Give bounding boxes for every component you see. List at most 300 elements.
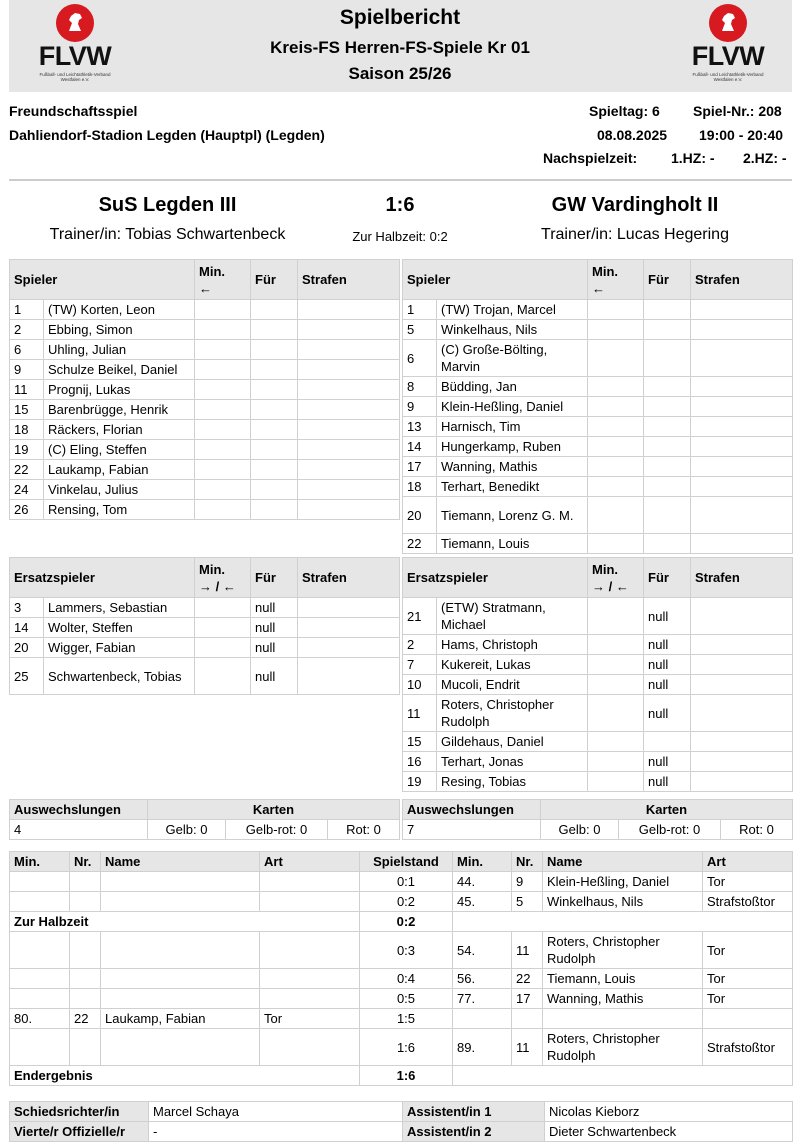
col-penalties: Strafen <box>691 558 793 598</box>
table-cell: 11 <box>512 1029 543 1066</box>
table-cell <box>10 989 70 1009</box>
table-cell: Uhling, Julian <box>44 340 195 360</box>
table-row <box>10 932 793 969</box>
table-cell: 1:6 <box>360 1029 453 1066</box>
col-nr: Nr. <box>512 852 543 872</box>
table-cell: 0:5 <box>360 989 453 1009</box>
table-cell: 0:2 <box>360 912 453 932</box>
table-cell <box>644 497 691 534</box>
table-cell: 11 <box>10 380 44 400</box>
table-cell <box>195 500 251 520</box>
table-cell <box>70 1029 101 1066</box>
col-min: Min. <box>453 852 512 872</box>
table-cell: Tiemann, Lorenz G. M. <box>437 497 588 534</box>
table-cell: 2 <box>10 320 44 340</box>
table-cell: 0:4 <box>360 969 453 989</box>
table-cell <box>101 1029 260 1066</box>
halftime-score: Zur Halbzeit: 0:2 <box>352 229 448 244</box>
table-cell: Rensing, Tom <box>44 500 195 520</box>
table-cell <box>298 340 400 360</box>
table-cell: 7 <box>403 820 541 840</box>
table-cell <box>512 1009 543 1029</box>
table-cell <box>101 989 260 1009</box>
table-cell: 14 <box>403 437 437 457</box>
table-cell <box>251 440 298 460</box>
table-cell: Roters, Christopher Rudolph <box>543 1029 703 1066</box>
table-cell <box>298 360 400 380</box>
table-cell: Kukereit, Lukas <box>437 655 588 675</box>
table-cell: Tor <box>703 872 793 892</box>
table-cell: 3 <box>10 598 44 618</box>
table-cell: Endergebnis <box>10 1066 360 1086</box>
table-cell: 9 <box>10 360 44 380</box>
table-cell <box>691 732 793 752</box>
match-number: Spiel-Nr.: 208 <box>693 103 782 119</box>
table-row <box>403 457 793 477</box>
referee-label: Schiedsrichter/in <box>10 1102 149 1122</box>
table-cell <box>251 400 298 420</box>
table-cell: Hams, Christoph <box>437 635 588 655</box>
table-cell <box>691 752 793 772</box>
col-min: Min. → / ← <box>588 558 644 598</box>
col-cards: Karten <box>541 800 793 820</box>
table-cell <box>298 638 400 658</box>
table-cell <box>588 598 644 635</box>
table-cell <box>195 320 251 340</box>
table-row <box>403 437 793 457</box>
table-cell: Roters, Christopher Rudolph <box>437 695 588 732</box>
table-cell <box>691 300 793 320</box>
table-cell <box>453 1009 512 1029</box>
table-cell: Terhart, Jonas <box>437 752 588 772</box>
table-cell: Resing, Tobias <box>437 772 588 792</box>
col-sub-player: Ersatzspieler <box>403 558 588 598</box>
table-cell <box>251 360 298 380</box>
table-cell: Tor <box>703 969 793 989</box>
table-cell: 45. <box>453 892 512 912</box>
table-cell <box>251 480 298 500</box>
table-cell <box>644 477 691 497</box>
table-cell <box>10 969 70 989</box>
table-cell <box>10 872 70 892</box>
table-cell <box>691 477 793 497</box>
table-cell <box>588 732 644 752</box>
table-cell <box>10 1029 70 1066</box>
table-row <box>10 500 400 520</box>
table-cell: 9 <box>512 872 543 892</box>
table-row <box>403 534 793 554</box>
table-cell <box>691 377 793 397</box>
table-cell <box>260 1029 360 1066</box>
table-cell <box>70 932 101 969</box>
table-cell <box>260 872 360 892</box>
table-cell <box>588 772 644 792</box>
table-row <box>403 598 793 635</box>
table-cell: Schwartenbeck, Tobias <box>44 658 195 695</box>
table-cell <box>644 732 691 752</box>
table-cell <box>644 534 691 554</box>
table-row <box>403 320 793 340</box>
table-cell <box>644 320 691 340</box>
table-cell <box>101 932 260 969</box>
table-row <box>10 618 400 638</box>
table-cell: 1 <box>10 300 44 320</box>
table-cell <box>298 480 400 500</box>
table-cell <box>691 320 793 340</box>
table-cell: null <box>251 638 298 658</box>
table-cell <box>101 872 260 892</box>
officials-table <box>9 1101 793 1142</box>
match-date: 08.08.2025 <box>597 127 668 143</box>
table-cell <box>588 675 644 695</box>
table-cell <box>70 969 101 989</box>
table-cell <box>453 1066 793 1086</box>
table-cell <box>195 400 251 420</box>
table-cell: Wanning, Mathis <box>437 457 588 477</box>
first-half-extra: 1.HZ: - <box>671 150 715 166</box>
table-cell <box>298 598 400 618</box>
table-cell <box>251 420 298 440</box>
table-cell <box>691 598 793 635</box>
table-cell <box>588 655 644 675</box>
table-cell: Laukamp, Fabian <box>44 460 195 480</box>
table-row <box>10 872 793 892</box>
col-penalties: Strafen <box>691 260 793 300</box>
table-cell <box>588 635 644 655</box>
logo-wordmark: FLVW <box>691 41 765 71</box>
col-min: Min. ← <box>195 260 251 300</box>
away-team-name: GW Vardingholt II <box>551 194 719 216</box>
table-cell <box>644 397 691 417</box>
table-row <box>10 1009 793 1029</box>
table-cell: 0:3 <box>360 932 453 969</box>
table-cell: 20 <box>403 497 437 534</box>
table-cell: 17 <box>512 989 543 1009</box>
table-cell: 17 <box>403 457 437 477</box>
table-cell: (C) Eling, Steffen <box>44 440 195 460</box>
table-cell: 21 <box>403 598 437 635</box>
table-row <box>10 598 400 618</box>
final-result-row <box>10 1066 793 1086</box>
table-cell <box>195 460 251 480</box>
table-cell: 2 <box>403 635 437 655</box>
col-substitutions: Auswechslungen <box>403 800 541 820</box>
table-cell <box>588 340 644 377</box>
col-penalties: Strafen <box>298 558 400 598</box>
table-cell: Klein-Heßling, Daniel <box>543 872 703 892</box>
table-cell: 5 <box>403 320 437 340</box>
table-cell: 22 <box>70 1009 101 1029</box>
col-player: Spieler <box>403 260 588 300</box>
col-cards: Karten <box>148 800 400 820</box>
table-cell <box>101 969 260 989</box>
table-cell: 13 <box>403 417 437 437</box>
table-cell: Wigger, Fabian <box>44 638 195 658</box>
away-lineup-table <box>402 259 793 554</box>
table-cell <box>298 420 400 440</box>
away-summary-table <box>402 799 793 840</box>
table-cell: 20 <box>10 638 44 658</box>
col-for: Für <box>644 260 691 300</box>
table-row <box>403 477 793 497</box>
table-cell <box>195 598 251 618</box>
table-cell: 18 <box>403 477 437 497</box>
table-cell <box>195 480 251 500</box>
col-sub-player: Ersatzspieler <box>10 558 195 598</box>
halftime-row <box>10 912 793 932</box>
table-cell: 5 <box>512 892 543 912</box>
home-subs-table <box>9 557 400 695</box>
table-cell: 7 <box>403 655 437 675</box>
table-cell: Gelb-rot: 0 <box>619 820 721 840</box>
table-row <box>10 892 793 912</box>
table-cell: 77. <box>453 989 512 1009</box>
table-row <box>10 638 400 658</box>
table-cell <box>644 457 691 477</box>
table-cell: (TW) Trojan, Marcel <box>437 300 588 320</box>
table-row <box>403 772 793 792</box>
table-cell: Mucoli, Endrit <box>437 675 588 695</box>
table-cell <box>260 969 360 989</box>
table-cell <box>298 618 400 638</box>
table-cell: 9 <box>403 397 437 417</box>
table-cell: Tor <box>703 932 793 969</box>
table-row <box>10 300 400 320</box>
table-cell: 6 <box>403 340 437 377</box>
table-cell: Schulze Beikel, Daniel <box>44 360 195 380</box>
home-summary-table <box>9 799 400 840</box>
table-cell <box>644 340 691 377</box>
table-cell: Ebbing, Simon <box>44 320 195 340</box>
table-cell <box>691 397 793 417</box>
table-cell <box>298 460 400 480</box>
table-row <box>10 658 400 695</box>
table-cell: 14 <box>10 618 44 638</box>
table-cell <box>588 534 644 554</box>
table-cell: null <box>644 635 691 655</box>
table-cell <box>260 892 360 912</box>
table-cell: null <box>251 598 298 618</box>
fourth-official-name: - <box>149 1122 403 1142</box>
table-cell: 25 <box>10 658 44 695</box>
col-for: Für <box>251 260 298 300</box>
table-row <box>403 417 793 437</box>
table-cell: Harnisch, Tim <box>437 417 588 437</box>
table-cell: Räckers, Florian <box>44 420 195 440</box>
table-cell: null <box>644 675 691 695</box>
table-row <box>403 377 793 397</box>
table-cell <box>644 437 691 457</box>
assistant2-label: Assistent/in 2 <box>403 1122 545 1142</box>
table-cell <box>691 635 793 655</box>
table-cell: Rot: 0 <box>328 820 400 840</box>
match-type: Freundschaftsspiel <box>9 103 138 119</box>
table-row <box>403 300 793 320</box>
table-row <box>403 497 793 534</box>
table-cell: Terhart, Benedikt <box>437 477 588 497</box>
table-cell: 19 <box>10 440 44 460</box>
home-team-name: SuS Legden III <box>98 194 237 216</box>
col-score: Spielstand <box>360 852 453 872</box>
col-for: Für <box>644 558 691 598</box>
final-score: 1:6 <box>385 194 415 216</box>
table-cell: Lammers, Sebastian <box>44 598 195 618</box>
table-cell <box>195 658 251 695</box>
table-cell: Rot: 0 <box>721 820 793 840</box>
table-cell: 56. <box>453 969 512 989</box>
table-cell <box>588 320 644 340</box>
table-row <box>10 460 400 480</box>
extra-time-label: Nachspielzeit: <box>543 150 638 166</box>
table-cell: Strafstoßtor <box>703 892 793 912</box>
table-row <box>10 400 400 420</box>
table-cell: 0:1 <box>360 872 453 892</box>
table-cell <box>691 340 793 377</box>
table-cell: 18 <box>10 420 44 440</box>
table-cell <box>691 675 793 695</box>
table-cell <box>260 932 360 969</box>
table-cell <box>101 892 260 912</box>
table-cell: Gelb: 0 <box>148 820 226 840</box>
table-cell: Büdding, Jan <box>437 377 588 397</box>
col-substitutions: Auswechslungen <box>10 800 148 820</box>
table-cell <box>195 380 251 400</box>
table-cell: Strafstoßtor <box>703 1029 793 1066</box>
table-cell <box>195 340 251 360</box>
table-cell: null <box>251 618 298 638</box>
table-cell <box>298 658 400 695</box>
col-for: Für <box>251 558 298 598</box>
table-cell <box>298 300 400 320</box>
table-cell <box>195 638 251 658</box>
table-row <box>403 655 793 675</box>
table-cell <box>195 440 251 460</box>
page-title: Spielbericht <box>339 6 461 29</box>
table-cell <box>70 872 101 892</box>
table-cell <box>588 377 644 397</box>
table-cell <box>543 1009 703 1029</box>
table-cell <box>260 989 360 1009</box>
table-cell <box>691 417 793 437</box>
table-cell: 26 <box>10 500 44 520</box>
table-cell <box>588 417 644 437</box>
table-cell <box>691 457 793 477</box>
table-cell <box>195 300 251 320</box>
col-min: Min. <box>10 852 70 872</box>
table-cell <box>691 695 793 732</box>
assistant1-label: Assistent/in 1 <box>403 1102 545 1122</box>
table-cell: 54. <box>453 932 512 969</box>
table-cell <box>644 300 691 320</box>
table-cell <box>70 989 101 1009</box>
table-row <box>10 360 400 380</box>
table-row <box>10 380 400 400</box>
table-cell <box>588 437 644 457</box>
table-row <box>10 420 400 440</box>
table-cell: null <box>644 752 691 772</box>
season-title: Saison 25/26 <box>348 64 452 83</box>
goal-events-table <box>9 851 793 1086</box>
table-cell: Prognij, Lukas <box>44 380 195 400</box>
table-cell: null <box>644 695 691 732</box>
table-cell: 0:2 <box>360 892 453 912</box>
second-half-extra: 2.HZ: - <box>743 150 787 166</box>
away-subs-table <box>402 557 793 792</box>
logo-subtitle: Fußball- und Leichtathletik-Verband Westfalen e.V. <box>39 72 111 82</box>
table-row <box>403 397 793 417</box>
table-cell <box>70 892 101 912</box>
table-cell: Zur Halbzeit <box>10 912 360 932</box>
table-cell: Wolter, Steffen <box>44 618 195 638</box>
table-row <box>403 820 793 840</box>
table-cell <box>644 417 691 437</box>
divider <box>9 179 792 181</box>
table-cell: 80. <box>10 1009 70 1029</box>
col-type: Art <box>260 852 360 872</box>
table-cell: (ETW) Stratmann, Michael <box>437 598 588 635</box>
assistant1-name: Nicolas Kieborz <box>545 1102 793 1122</box>
table-cell: 6 <box>10 340 44 360</box>
table-cell: Wanning, Mathis <box>543 989 703 1009</box>
table-row <box>10 969 793 989</box>
table-cell <box>588 300 644 320</box>
table-cell: 89. <box>453 1029 512 1066</box>
table-cell <box>691 437 793 457</box>
table-cell <box>251 380 298 400</box>
table-cell <box>251 320 298 340</box>
table-cell: Hungerkamp, Ruben <box>437 437 588 457</box>
table-cell <box>251 340 298 360</box>
table-row <box>10 480 400 500</box>
table-cell: Gelb-rot: 0 <box>226 820 328 840</box>
table-cell: Tiemann, Louis <box>543 969 703 989</box>
table-cell: 1 <box>403 300 437 320</box>
table-cell <box>298 440 400 460</box>
table-cell <box>588 397 644 417</box>
table-cell <box>195 420 251 440</box>
table-cell: Laukamp, Fabian <box>101 1009 260 1029</box>
table-cell: null <box>251 658 298 695</box>
table-cell: null <box>644 772 691 792</box>
table-cell: (TW) Korten, Leon <box>44 300 195 320</box>
table-row <box>10 320 400 340</box>
table-cell: Gildehaus, Daniel <box>437 732 588 752</box>
table-cell: 15 <box>403 732 437 752</box>
table-row <box>10 1029 793 1066</box>
table-cell: Roters, Christopher Rudolph <box>543 932 703 969</box>
table-cell <box>10 892 70 912</box>
referee-name: Marcel Schaya <box>149 1102 403 1122</box>
table-cell <box>298 320 400 340</box>
table-cell: Tiemann, Louis <box>437 534 588 554</box>
table-cell: Barenbrügge, Henrik <box>44 400 195 420</box>
table-cell: Winkelhaus, Nils <box>437 320 588 340</box>
col-name: Name <box>543 852 703 872</box>
table-cell <box>644 377 691 397</box>
table-row <box>403 340 793 377</box>
fourth-official-label: Vierte/r Offizielle/r <box>10 1122 149 1142</box>
table-cell: 19 <box>403 772 437 792</box>
table-cell <box>588 457 644 477</box>
venue: Dahliendorf-Stadion Legden (Hauptpl) (Legden) <box>9 127 325 143</box>
table-cell <box>691 497 793 534</box>
table-cell <box>10 932 70 969</box>
table-cell: Tor <box>260 1009 360 1029</box>
table-row <box>403 695 793 732</box>
table-cell <box>588 497 644 534</box>
table-cell: Klein-Heßling, Daniel <box>437 397 588 417</box>
table-cell: Winkelhaus, Nils <box>543 892 703 912</box>
